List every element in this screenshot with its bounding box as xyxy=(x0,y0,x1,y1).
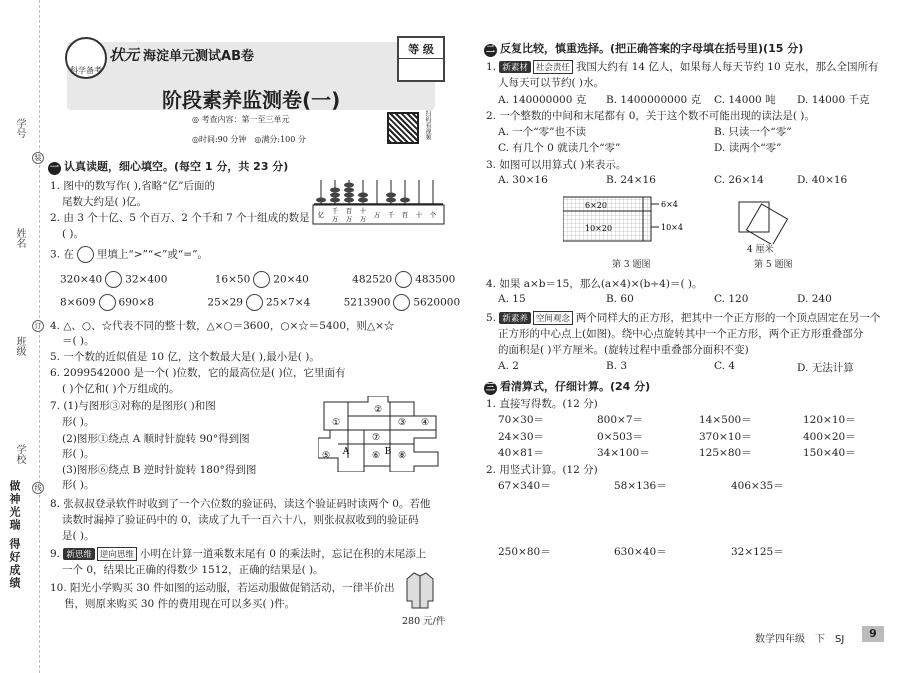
scope-text: ◎ 考查内容：第一至三单元 xyxy=(192,115,290,124)
s2-q5-line3: 的面积是( )平方厘米。(旋转过程中重叠部分面积不变) xyxy=(498,344,749,356)
grade-label: 等 级 xyxy=(408,43,434,56)
q9-line1: 9. 新思维 逆向思维 小明在计算一道乘数末尾有 0 的乘法时，忘记在积的末尾添上 xyxy=(50,548,427,560)
vertical-item: 406×35＝ xyxy=(731,480,784,492)
s2-q4-opt-d[interactable]: D. 240 xyxy=(797,293,832,305)
abacus-place-label: 万 xyxy=(331,215,339,223)
s2-q5-opt-c[interactable]: C. 4 xyxy=(714,360,736,372)
binding-strip xyxy=(0,0,40,673)
grid-figure-q7 xyxy=(318,396,444,472)
area-label: 10×20 xyxy=(585,224,613,233)
abacus-place-label: 百 xyxy=(345,207,353,215)
area-label: 6×20 xyxy=(585,201,607,210)
section-1-title: 一 认真读题，细心填空。(每空 1 分，共 23 分) xyxy=(49,160,289,173)
shape-label: A xyxy=(342,447,350,457)
q2-line1: 2. 由 3 个十亿、5 个百万、2 个千和 7 个十组成的数是 xyxy=(50,212,310,224)
grade-box xyxy=(397,36,445,82)
q6-line1: 6. 2099542000 是一个( )位数，它的最高位是( )位，它里面有 xyxy=(50,367,346,379)
s2-q3-opt-b[interactable]: B. 24×16 xyxy=(606,174,656,186)
abacus-place-label: 千 xyxy=(331,207,339,215)
logo xyxy=(65,37,107,79)
class-label: 班级 xyxy=(14,336,25,356)
q7-line6: 形( )。 xyxy=(62,479,95,491)
q3-line: 3. 在 里填上“>”“<”或“=”。 xyxy=(50,246,208,263)
shape-label: ④ xyxy=(420,418,430,428)
abacus-place-label: 个 xyxy=(429,211,437,219)
jacket-icon xyxy=(406,571,434,609)
binding-hole: 装 xyxy=(32,152,44,164)
area-label: 10×4 xyxy=(661,223,683,232)
s2-q2-opt-a[interactable]: A. 一个“零”也不读 xyxy=(498,126,586,138)
vertical-item: 32×125＝ xyxy=(731,546,784,558)
abacus-place-label: 千 xyxy=(387,211,395,219)
oral-item: 24×30＝ xyxy=(498,431,545,443)
s2-q1-tag: 新素材 xyxy=(499,61,531,73)
comparison-circle xyxy=(77,246,94,263)
s2-q2-opt-d[interactable]: D. 读两个“零” xyxy=(714,142,782,154)
q8-line3: 是( )。 xyxy=(62,530,95,542)
strip-brand: 做神光瑞 得好成绩 xyxy=(8,480,21,590)
fig5-caption: 第 5 题图 xyxy=(754,260,793,270)
oral-item: 14×500＝ xyxy=(699,414,752,426)
s2-q1-opt-d[interactable]: D. 14000 千克 xyxy=(797,94,870,106)
binding-hole: 线 xyxy=(32,482,44,494)
school-label: 学校 xyxy=(14,444,25,464)
oral-item: 70×30＝ xyxy=(498,414,545,426)
oral-item: 34×100＝ xyxy=(597,447,650,459)
s3-sub2: 2. 用竖式计算。(12 分) xyxy=(486,464,598,476)
time-score: ◎时间:90 分钟 ◎满分:100 分 xyxy=(192,135,306,144)
oral-item: 400×20＝ xyxy=(803,431,856,443)
compare-blank[interactable] xyxy=(395,271,412,288)
q5-line: 5. 一个数的近似值是 10 亿，这个数最大是( ),最小是( )。 xyxy=(50,351,320,363)
s2-q1-opt-c[interactable]: C. 14000 吨 xyxy=(714,94,776,106)
q1-line2: 尾数大约是( )亿。 xyxy=(62,196,148,208)
oral-item: 370×10＝ xyxy=(699,431,752,443)
s2-q1-opt-a[interactable]: A. 140000000 克 xyxy=(498,94,587,106)
abacus-figure xyxy=(312,178,445,226)
s2-q3-opt-a[interactable]: A. 30×16 xyxy=(498,174,548,186)
logo-text: 科学备考 xyxy=(70,66,102,75)
grid-figure-q3 xyxy=(563,195,703,245)
footer-book: 数学四年级 下 SJ xyxy=(755,634,845,645)
area-label: 6×4 xyxy=(661,200,678,209)
shape-label: B xyxy=(384,447,392,457)
abacus-place-label: 百 xyxy=(401,211,409,219)
s3-sub1: 1. 直接写得数。(12 分) xyxy=(486,398,598,410)
s2-q2-line: 2. 一个整数的中间和末尾都有 0，关于这个数不可能出现的读法是( )。 xyxy=(486,110,815,122)
vertical-item: 250×80＝ xyxy=(498,546,551,558)
shape-label: ② xyxy=(373,405,383,415)
q2-line2: ( )。 xyxy=(62,228,85,240)
compare-row-1: 320×40 32×400 16×50 20×40 482520 483500 xyxy=(60,271,455,288)
vertical-item: 67×340＝ xyxy=(498,480,551,492)
shape-label: ⑥ xyxy=(371,451,381,461)
section-2-title: 二 反复比较，慎重选择。(把正确答案的字母填在括号里)(15 分) xyxy=(485,42,804,55)
s2-q4-opt-c[interactable]: C. 120 xyxy=(714,293,749,305)
page-number: 9 xyxy=(862,626,884,642)
shape-label: ⑤ xyxy=(321,451,331,461)
vertical-item: 630×40＝ xyxy=(614,546,667,558)
s2-q4-line: 4. 如果 a×b＝15，那么(a×4)×(b÷4)＝( )。 xyxy=(486,278,703,290)
vertical-item: 58×136＝ xyxy=(614,480,667,492)
s2-q1-line1: 1. 新素材 社会责任 我国大约有 14 亿人，如果每人每天节约 10 克水，那么全国所有 xyxy=(486,61,879,73)
s2-q5-opt-a[interactable]: A. 2 xyxy=(498,360,519,372)
q9-tag2: 逆向思维 xyxy=(97,547,137,561)
q8-line1: 8. 张叔叔登录软件时收到了一个六位数的验证码，读这个验证码时读两个 0。若他 xyxy=(50,498,431,510)
shape-label: ① xyxy=(331,418,341,428)
qr-label: 扫码看视频 xyxy=(424,110,431,140)
abacus-place-label: 十 xyxy=(415,211,423,219)
q6-line2: ( )个亿和( )个万组成的。 xyxy=(62,383,180,395)
q7-line5: (3)图形⑥绕点 B 逆时针旋转 180°得到图 xyxy=(62,464,257,476)
q1-line1: 1. 图中的数写作( ),省略“亿”后面的 xyxy=(50,180,215,192)
s2-q3-opt-c[interactable]: C. 26×14 xyxy=(714,174,764,186)
q10-line2: 售，则原来购买 30 件的费用现在可以多买( )件。 xyxy=(64,598,296,610)
section-3-title: 三 看清算式，仔细计算。(24 分) xyxy=(485,380,651,393)
compare-blank[interactable] xyxy=(393,294,410,311)
q9-line2: 一个 0，结果比正确的得数少 1512，正确的结果是( )。 xyxy=(62,564,324,576)
abacus-place-label: 万 xyxy=(359,215,367,223)
abacus-place-label: 万 xyxy=(345,215,353,223)
oral-item: 125×80＝ xyxy=(699,447,752,459)
q7-line1: 7. (1)与图形③对称的是图形( )和图 xyxy=(50,400,216,412)
s2-q1-opt-b[interactable]: B. 1400000000 克 xyxy=(606,94,702,106)
abacus-place-label: 十 xyxy=(359,207,367,215)
abacus-place-label: 亿 xyxy=(317,211,325,219)
s2-q2-opt-c[interactable]: C. 有几个 0 就读几个“零” xyxy=(498,142,621,154)
s2-q1-tag2: 社会责任 xyxy=(533,60,573,74)
page-title: 阶段素养监测卷(一) xyxy=(162,88,341,112)
oral-item: 800×7＝ xyxy=(597,414,644,426)
oral-item: 150×40＝ xyxy=(803,447,856,459)
student-id-label: 学号 xyxy=(14,118,25,138)
fig3-caption: 第 3 题图 xyxy=(612,260,651,270)
price-label: 280 元/件 xyxy=(402,616,446,627)
squares-figure-q5 xyxy=(736,188,792,244)
s2-q5-tag2: 空间观念 xyxy=(533,311,573,325)
shape-label: ⑧ xyxy=(397,451,407,461)
q8-line2: 读数时漏掉了验证码中的 0，读成了九千一百六十八，则张叔叔收到的验证码 xyxy=(62,514,419,526)
s2-q3-line: 3. 如图可以用算式( )来表示。 xyxy=(486,159,627,171)
s2-q2-opt-b[interactable]: B. 只读一个“零” xyxy=(714,126,792,138)
shape-label: ⑦ xyxy=(371,433,381,443)
s2-q4-opt-b[interactable]: B. 60 xyxy=(606,293,634,305)
abacus-place-label: 万 xyxy=(373,211,381,219)
compare-blank[interactable] xyxy=(99,294,116,311)
s2-q1-line2: 人每天可以节约( )水。 xyxy=(498,77,605,89)
compare-blank[interactable] xyxy=(105,271,122,288)
s2-q5-opt-d[interactable]: D. 无法计算 xyxy=(797,362,854,374)
compare-row-2: 8×609 690×8 25×29 25×7×4 5213900 5620000 xyxy=(60,294,460,311)
s2-q3-opt-d[interactable]: D. 40×16 xyxy=(797,174,848,186)
q7-line4: 形( )。 xyxy=(62,448,95,460)
q10-line1: 10. 阳光小学购买 30 件如图的运动服，若运动服做促销活动，一律半价出 xyxy=(50,582,395,594)
q4-line1: 4. △、○、☆代表不同的整十数，△×○＝3600，○×☆＝5400，则△×☆ xyxy=(50,320,395,332)
oral-item: 0×503＝ xyxy=(597,431,644,443)
s2-q5-opt-b[interactable]: B. 3 xyxy=(606,360,628,372)
name-label: 姓名 xyxy=(14,228,25,248)
s2-q5-line2: 正方形的中心点上(如图)。绕中心点旋转其中一个正方形，两个正方形重叠部分 xyxy=(498,328,864,340)
header xyxy=(47,32,442,154)
oral-item: 120×10＝ xyxy=(803,414,856,426)
q7-line3: (2)图形①绕点 A 顺时针旋转 90°得到图 xyxy=(62,433,250,445)
compare-blank[interactable] xyxy=(246,294,263,311)
binding-hole: 订 xyxy=(32,320,44,332)
shape-label: ③ xyxy=(397,418,407,428)
s2-q5-line1: 5. 新素养 空间观念 两个同样大的正方形，把其中一个正方形的一个顶点固定在另一个 xyxy=(486,312,881,324)
fig5-length-label: 4 厘米 xyxy=(747,245,774,255)
compare-blank[interactable] xyxy=(253,271,270,288)
q4-line2: ＝( )。 xyxy=(62,335,95,347)
s2-q4-opt-a[interactable]: A. 15 xyxy=(498,293,526,305)
q7-line2: 形( )。 xyxy=(62,416,95,428)
q9-tag: 新思维 xyxy=(63,548,95,560)
series-title: 状元 海淀单元测试AB卷 xyxy=(109,46,254,64)
s2-q5-tag: 新素养 xyxy=(499,312,531,324)
qr-code[interactable] xyxy=(387,112,419,144)
oral-item: 40×81＝ xyxy=(498,447,545,459)
